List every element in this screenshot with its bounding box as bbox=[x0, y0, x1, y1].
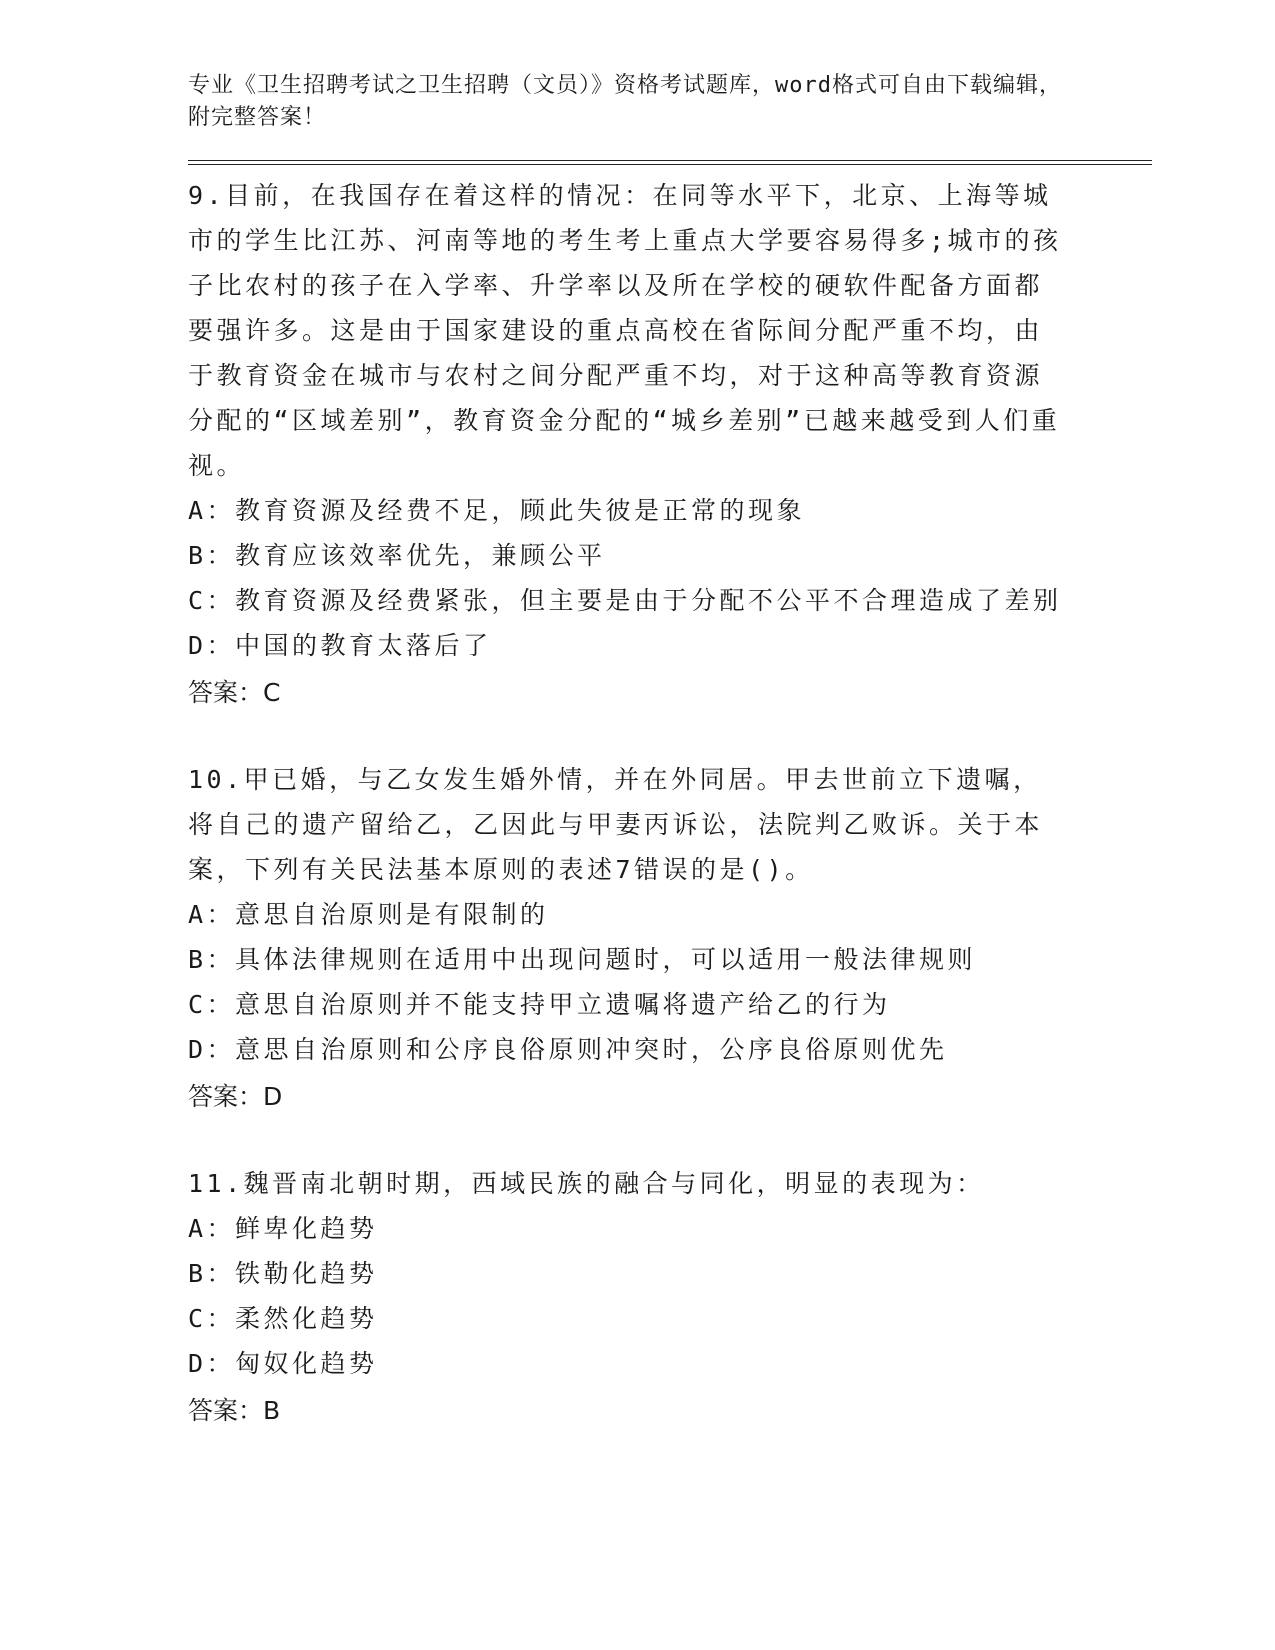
header-double-rule bbox=[188, 160, 1152, 165]
answer-line: 答案：C bbox=[188, 678, 281, 707]
question-stem: 10.甲已婚，与乙女发生婚外情，并在外同居。甲去世前立下遗嘱，将自己的遗产留给乙，乙因此与甲妻丙诉讼，法院判乙败诉。关于本案，下列有关民法基本原则的表述7错误的是()。 bbox=[188, 765, 1044, 884]
answer-line: 答案：B bbox=[188, 1396, 281, 1425]
option-c: C：意思自治原则并不能支持甲立遗嘱将遗产给乙的行为 bbox=[188, 990, 891, 1019]
option-d: D：匈奴化趋势 bbox=[188, 1349, 378, 1378]
option-a: A：鲜卑化趋势 bbox=[188, 1214, 378, 1243]
option-c: C：柔然化趋势 bbox=[188, 1304, 378, 1333]
option-b: B：教育应该效率优先，兼顾公平 bbox=[188, 541, 606, 570]
question-stem: 11.魏晋南北朝时期，西域民族的融合与同化，明显的表现为： bbox=[188, 1169, 985, 1198]
question-list bbox=[188, 173, 1148, 1433]
question-stem: 9.目前，在我国存在着这样的情况：在同等水平下，北京、上海等城市的学生比江苏、河南等地的考生考上重点大学要容易得多;城市的孩子比农村的孩子在入学率、升学率以及所在学校的硬软件配备方面都要强许多。这是由于国家建设的重点高校在省际间分配严重不均，由于教育资金在城市与农村之间分配严重不均，对于这种高等教育资源分配的“区域差别”，教育资金分配的“城乡差别”已越来越受到人们重视。 bbox=[188, 181, 1062, 480]
option-a: A：教育资源及经费不足，顾此失彼是正常的现象 bbox=[188, 496, 806, 525]
option-a: A：意思自治原则是有限制的 bbox=[188, 900, 549, 929]
option-d: D：意思自治原则和公序良俗原则冲突时，公序良俗原则优先 bbox=[188, 1035, 948, 1064]
answer-line: 答案：D bbox=[188, 1082, 283, 1111]
question-10 bbox=[188, 757, 1148, 1119]
option-c: C：教育资源及经费紧张，但主要是由于分配不公平不合理造成了差别 bbox=[188, 586, 1062, 615]
document-header: 专业《卫生招聘考试之卫生招聘（文员）》资格考试题库，word格式可自由下载编辑，附完整答案！ bbox=[188, 73, 1062, 130]
option-b: B：具体法律规则在适用中出现问题时，可以适用一般法律规则 bbox=[188, 945, 977, 974]
option-b: B：铁勒化趋势 bbox=[188, 1259, 378, 1288]
question-9 bbox=[188, 173, 1148, 715]
document-page bbox=[188, 70, 1148, 1475]
option-d: D：中国的教育太落后了 bbox=[188, 631, 492, 660]
question-11 bbox=[188, 1161, 1148, 1433]
